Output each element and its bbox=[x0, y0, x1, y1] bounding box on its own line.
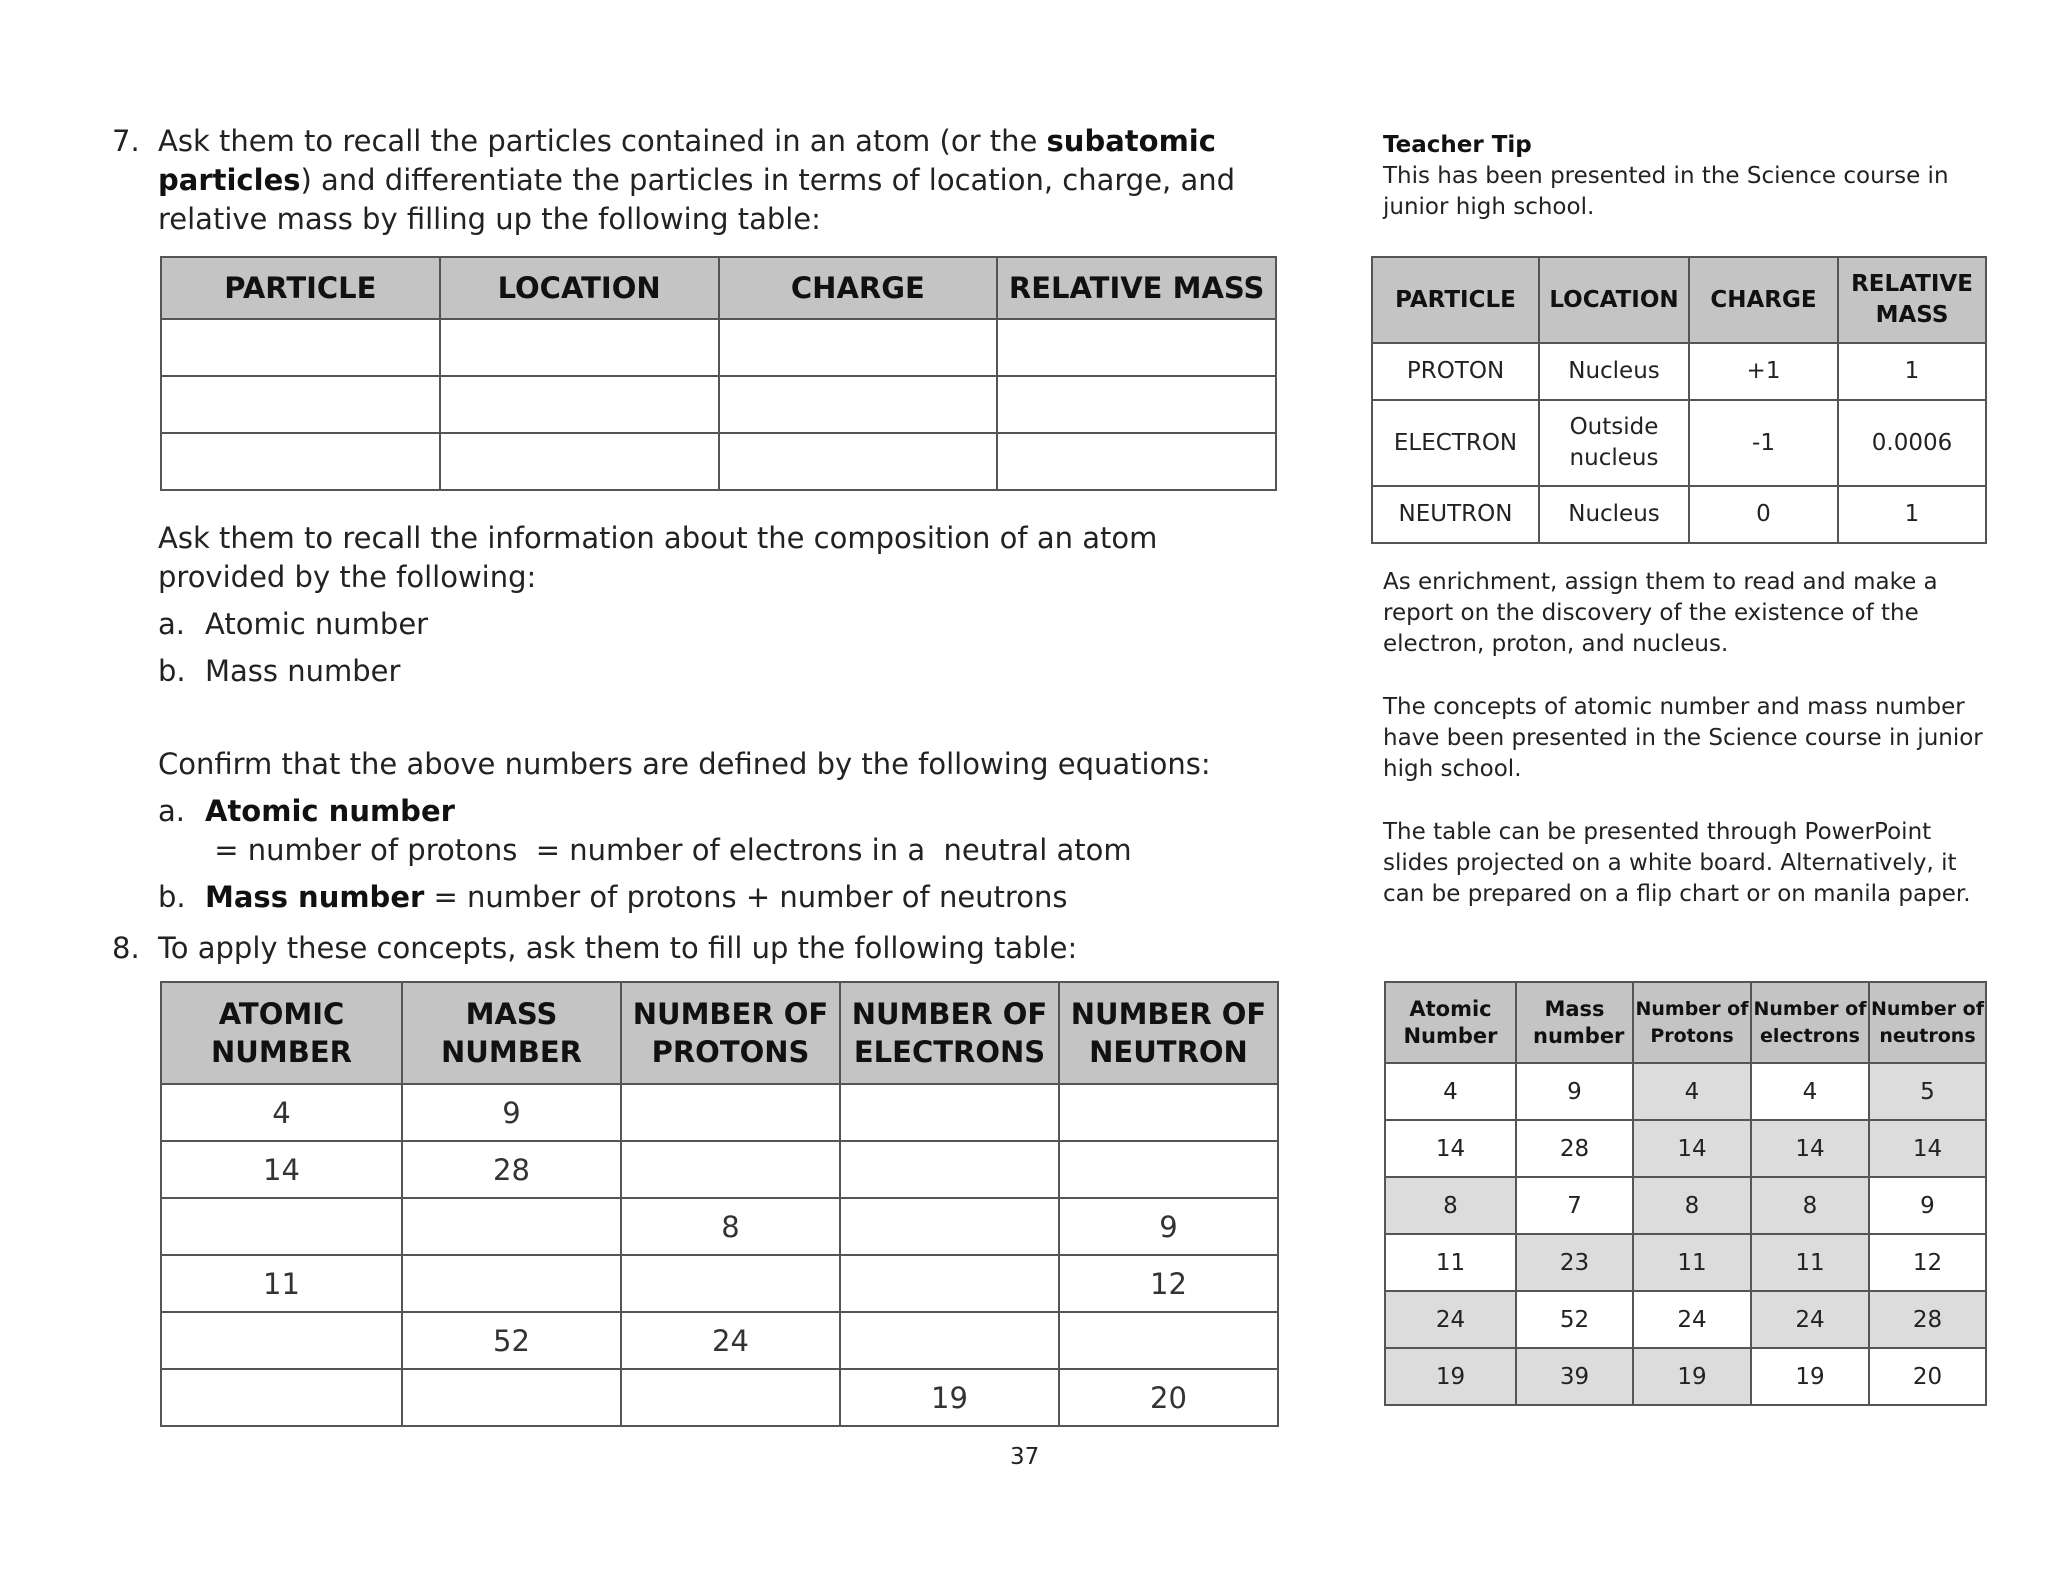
subatomic-particles-term: subatomic particles bbox=[158, 124, 1216, 197]
table-cell: 19 bbox=[1633, 1348, 1751, 1405]
number-table-header: NUMBER OF ELECTRONS bbox=[840, 982, 1059, 1084]
table-cell: Outside nucleus bbox=[1539, 400, 1689, 486]
number-table-header: NUMBER OF PROTONS bbox=[621, 982, 840, 1084]
table-cell bbox=[1059, 1312, 1278, 1369]
page-number: 37 bbox=[1010, 1444, 1040, 1470]
side-note: The concepts of atomic number and mass number have been presented in the Science course in junior high school. bbox=[1383, 694, 1983, 782]
table-cell: 19 bbox=[840, 1369, 1059, 1426]
table-cell bbox=[402, 1369, 621, 1426]
table-cell bbox=[997, 433, 1276, 490]
particle-table bbox=[160, 256, 1277, 491]
table-cell: 28 bbox=[1516, 1120, 1633, 1177]
answer-table-header: PARTICLE bbox=[1372, 257, 1539, 343]
table-cell: 23 bbox=[1516, 1234, 1633, 1291]
table-cell: 4 bbox=[1385, 1063, 1516, 1120]
table-cell bbox=[840, 1255, 1059, 1312]
table-cell bbox=[840, 1312, 1059, 1369]
particle-table-header: RELATIVE MASS bbox=[997, 257, 1276, 319]
table-cell: 5 bbox=[1869, 1063, 1986, 1120]
table-cell: 28 bbox=[1869, 1291, 1986, 1348]
equation-item: a. Atomic number = number of protons = number of electrons in a neutral atom bbox=[158, 794, 1132, 867]
table-cell: 24 bbox=[1385, 1291, 1516, 1348]
table-cell bbox=[621, 1255, 840, 1312]
table-cell: 11 bbox=[1633, 1234, 1751, 1291]
table-row bbox=[1372, 486, 1986, 543]
table-row bbox=[161, 319, 1276, 376]
table-cell: 52 bbox=[1516, 1291, 1633, 1348]
table-cell: 1 bbox=[1838, 343, 1986, 400]
particle-table-header: LOCATION bbox=[440, 257, 719, 319]
step-8-text: To apply these concepts, ask them to fill up the following table: bbox=[158, 931, 1078, 965]
table-cell: 24 bbox=[1751, 1291, 1869, 1348]
table-cell bbox=[719, 433, 998, 490]
table-cell: 24 bbox=[621, 1312, 840, 1369]
number-table bbox=[160, 981, 1279, 1427]
particle-table-header: CHARGE bbox=[719, 257, 998, 319]
table-cell bbox=[402, 1198, 621, 1255]
table-cell: 14 bbox=[1633, 1120, 1751, 1177]
number-table-header: NUMBER OF NEUTRON bbox=[1059, 982, 1278, 1084]
particle-table-header: PARTICLE bbox=[161, 257, 440, 319]
teacher-tip-title: Teacher Tip bbox=[1383, 132, 1532, 158]
recall-section bbox=[158, 519, 1268, 691]
table-cell bbox=[719, 376, 998, 433]
table-cell: 4 bbox=[161, 1084, 402, 1141]
table-cell: PROTON bbox=[1372, 343, 1539, 400]
table-row bbox=[1385, 1348, 1986, 1405]
answer-table-header: LOCATION bbox=[1539, 257, 1689, 343]
teacher-tip-text: This has been presented in the Science course in junior high school. bbox=[1383, 163, 1949, 220]
table-cell: 20 bbox=[1059, 1369, 1278, 1426]
table-cell: 1 bbox=[1838, 486, 1986, 543]
confirm-text: Confirm that the above numbers are defined by the following equations: bbox=[158, 747, 1211, 781]
table-cell bbox=[440, 376, 719, 433]
table-row bbox=[161, 1198, 1278, 1255]
table-cell: 8 bbox=[621, 1198, 840, 1255]
table-row bbox=[1385, 1177, 1986, 1234]
number-table-header: ATOMIC NUMBER bbox=[161, 982, 402, 1084]
table-cell: 7 bbox=[1516, 1177, 1633, 1234]
table-row bbox=[161, 376, 1276, 433]
table-row bbox=[1385, 1063, 1986, 1120]
table-cell: -1 bbox=[1689, 400, 1838, 486]
answer-table-header: CHARGE bbox=[1689, 257, 1838, 343]
table-cell bbox=[840, 1141, 1059, 1198]
answer-table-particles bbox=[1371, 256, 1987, 544]
table-cell: Nucleus bbox=[1539, 486, 1689, 543]
table-cell bbox=[840, 1198, 1059, 1255]
answer-table-header: Number of Protons bbox=[1633, 982, 1751, 1063]
table-cell bbox=[621, 1084, 840, 1141]
table-cell bbox=[440, 319, 719, 376]
table-cell bbox=[621, 1369, 840, 1426]
table-cell: 8 bbox=[1751, 1177, 1869, 1234]
table-cell bbox=[621, 1141, 840, 1198]
table-cell bbox=[997, 319, 1276, 376]
table-cell: 4 bbox=[1633, 1063, 1751, 1120]
table-row bbox=[161, 1141, 1278, 1198]
table-cell: 14 bbox=[1869, 1120, 1986, 1177]
step-8-number: 8. bbox=[112, 931, 140, 965]
table-cell: 39 bbox=[1516, 1348, 1633, 1405]
table-row bbox=[1385, 1234, 1986, 1291]
table-cell bbox=[161, 1369, 402, 1426]
table-cell: 8 bbox=[1385, 1177, 1516, 1234]
table-cell: 9 bbox=[1059, 1198, 1278, 1255]
side-note: As enrichment, assign them to read and make a report on the discovery of the existence of the electron, proton, and nucleus. bbox=[1383, 569, 1938, 657]
step-7-text: Ask them to recall the particles contained in an atom (or the subatomic particles) and differentiate the particles in terms of location, charge, and relative mass by filling up the following table: bbox=[158, 124, 1236, 236]
table-cell: 11 bbox=[1385, 1234, 1516, 1291]
table-cell: 52 bbox=[402, 1312, 621, 1369]
table-cell: 4 bbox=[1751, 1063, 1869, 1120]
table-cell: 14 bbox=[1751, 1120, 1869, 1177]
side-note: The table can be presented through PowerPoint slides projected on a white board. Alternatively, it can be prepared on a flip chart or on manila paper. bbox=[1383, 819, 1971, 907]
table-row bbox=[161, 433, 1276, 490]
table-row bbox=[161, 1369, 1278, 1426]
table-cell bbox=[840, 1084, 1059, 1141]
table-cell bbox=[161, 433, 440, 490]
table-row bbox=[1372, 400, 1986, 486]
table-cell: Nucleus bbox=[1539, 343, 1689, 400]
table-cell bbox=[161, 1198, 402, 1255]
step-7-number: 7. bbox=[112, 124, 140, 158]
step-8 bbox=[112, 929, 1292, 968]
table-cell: 11 bbox=[161, 1255, 402, 1312]
table-cell bbox=[440, 433, 719, 490]
step-7 bbox=[112, 122, 1292, 239]
table-cell: NEUTRON bbox=[1372, 486, 1539, 543]
table-cell bbox=[402, 1255, 621, 1312]
table-cell bbox=[161, 376, 440, 433]
table-cell: 24 bbox=[1633, 1291, 1751, 1348]
table-cell: ELECTRON bbox=[1372, 400, 1539, 486]
table-row bbox=[161, 1312, 1278, 1369]
recall-item: b. Mass number bbox=[158, 654, 401, 688]
table-cell: 12 bbox=[1869, 1234, 1986, 1291]
recall-text: Ask them to recall the information about the composition of an atom provided by the following: bbox=[158, 521, 1158, 594]
table-cell: 14 bbox=[161, 1141, 402, 1198]
confirm-section bbox=[158, 745, 1278, 917]
table-cell: 0 bbox=[1689, 486, 1838, 543]
table-cell: +1 bbox=[1689, 343, 1838, 400]
table-cell bbox=[161, 1312, 402, 1369]
table-cell: 28 bbox=[402, 1141, 621, 1198]
answer-table-header: RELATIVE MASS bbox=[1838, 257, 1986, 343]
table-cell: 11 bbox=[1751, 1234, 1869, 1291]
answer-table-header: Mass number bbox=[1516, 982, 1633, 1063]
table-cell bbox=[161, 319, 440, 376]
answer-table-header: Number of electrons bbox=[1751, 982, 1869, 1063]
table-cell: 9 bbox=[402, 1084, 621, 1141]
table-cell: 19 bbox=[1385, 1348, 1516, 1405]
answer-table-numbers bbox=[1384, 981, 1987, 1406]
table-cell bbox=[1059, 1084, 1278, 1141]
equation-item: b. Mass number = number of protons + number of neutrons bbox=[158, 880, 1068, 914]
table-cell: 9 bbox=[1869, 1177, 1986, 1234]
table-cell: 8 bbox=[1633, 1177, 1751, 1234]
table-cell: 20 bbox=[1869, 1348, 1986, 1405]
table-row bbox=[1385, 1120, 1986, 1177]
table-cell: 9 bbox=[1516, 1063, 1633, 1120]
table-cell bbox=[1059, 1141, 1278, 1198]
answer-table-header: Atomic Number bbox=[1385, 982, 1516, 1063]
table-cell: 12 bbox=[1059, 1255, 1278, 1312]
table-row bbox=[161, 1084, 1278, 1141]
table-row bbox=[1372, 343, 1986, 400]
number-table-header: MASS NUMBER bbox=[402, 982, 621, 1084]
table-cell: 14 bbox=[1385, 1120, 1516, 1177]
table-cell: 19 bbox=[1751, 1348, 1869, 1405]
teacher-tip bbox=[1383, 130, 1993, 223]
table-cell: 0.0006 bbox=[1838, 400, 1986, 486]
table-row bbox=[1385, 1291, 1986, 1348]
table-row bbox=[161, 1255, 1278, 1312]
recall-item: a. Atomic number bbox=[158, 607, 429, 641]
table-cell bbox=[997, 376, 1276, 433]
answer-table-header: Number of neutrons bbox=[1869, 982, 1986, 1063]
table-cell bbox=[719, 319, 998, 376]
